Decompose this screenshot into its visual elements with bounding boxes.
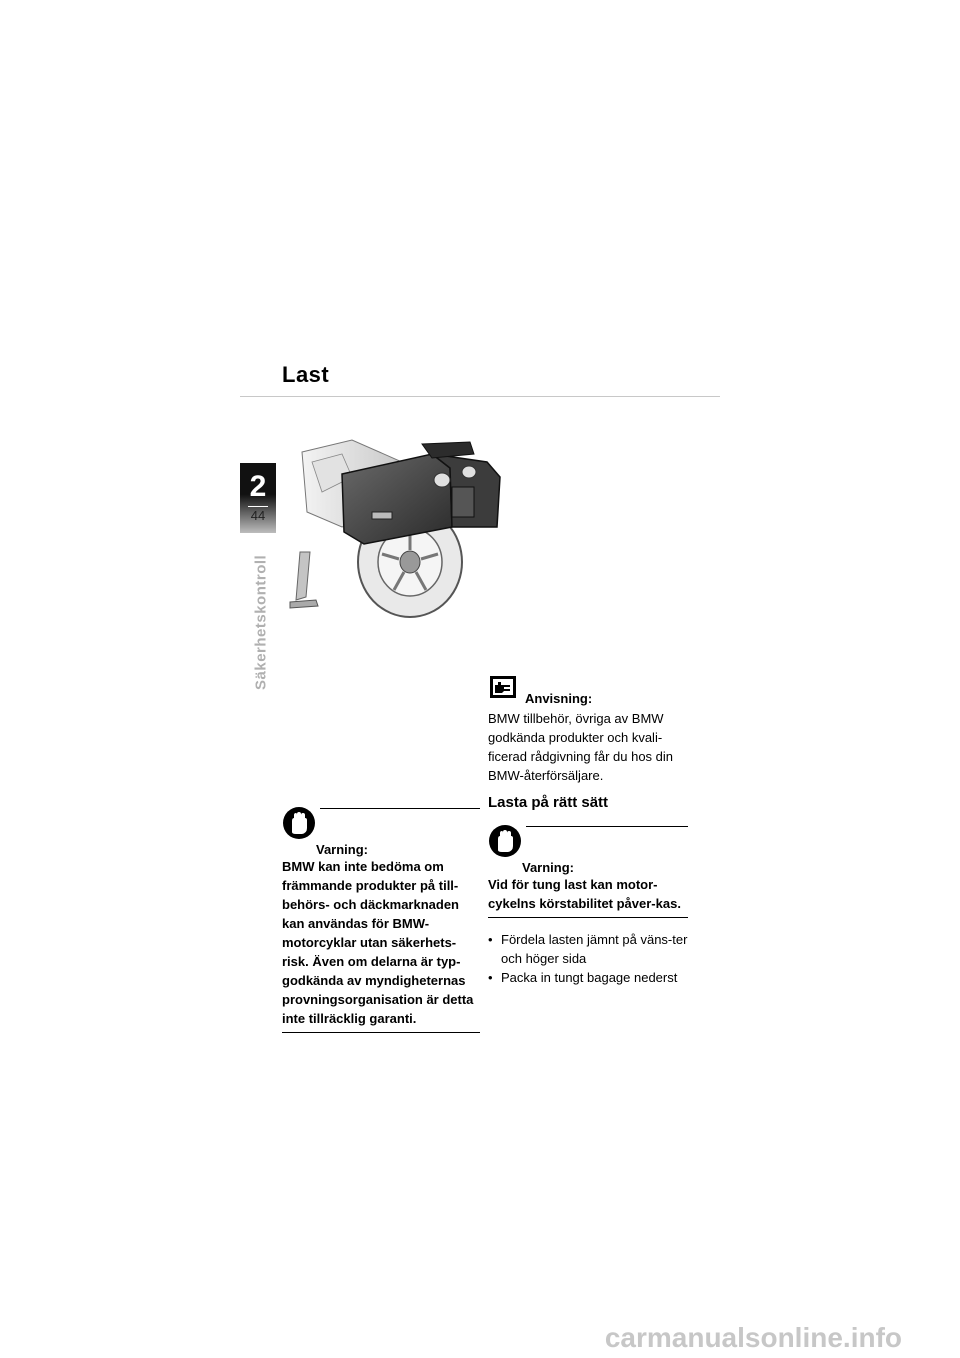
section-heading: Lasta på rätt sätt [488, 794, 609, 811]
list-item: • Packa in tungt bagage nederst [488, 968, 698, 987]
motorcycle-luggage-illustration [282, 432, 504, 622]
warning-text: BMW kan inte bedöma om främmande produkter på till-behörs- och däckmarknaden kan användas för BMW-motorcyklar utan säkerhets-risk. Även om delarna är typ-godkända av myndigheternas provningsorganisation är detta inte tillräcklig garanti. [282, 859, 474, 1026]
warning-right [488, 822, 688, 918]
warning-text: Vid för tung last kan motor-cykelns körstabilitet påver-kas. [488, 877, 681, 911]
note-label: Anvisning: [525, 691, 593, 706]
bullet-list [488, 930, 698, 987]
footer-watermark [0, 1322, 960, 1354]
page-title: Last [282, 362, 330, 387]
warning-hand-icon [282, 806, 316, 840]
warning-hand-icon [488, 824, 522, 858]
chapter-divider [248, 506, 268, 507]
section-side-label: Säkerhetskontroll [252, 554, 270, 690]
warning-left [282, 804, 480, 1033]
warning-label: Varning: [316, 842, 369, 857]
warning-top-rule [320, 808, 480, 809]
warning-top-rule [526, 826, 688, 827]
note-text: BMW tillbehör, övriga av BMW godkända produkter och kvali-ficerad rådgivning får du hos din BMW-återförsäljare. [488, 711, 674, 783]
header-divider [240, 396, 720, 397]
list-item: • Fördela lasten jämnt på väns-ter och höger sida [488, 930, 698, 968]
chapter-number: 2 [249, 470, 267, 503]
watermark-text: carmanualsonline.info [604, 1322, 902, 1353]
page-number: 44 [250, 508, 266, 523]
warning-bottom-rule [488, 917, 688, 918]
note-icon [490, 676, 516, 698]
warning-bottom-rule [282, 1032, 480, 1033]
warning-label: Varning: [522, 860, 575, 875]
